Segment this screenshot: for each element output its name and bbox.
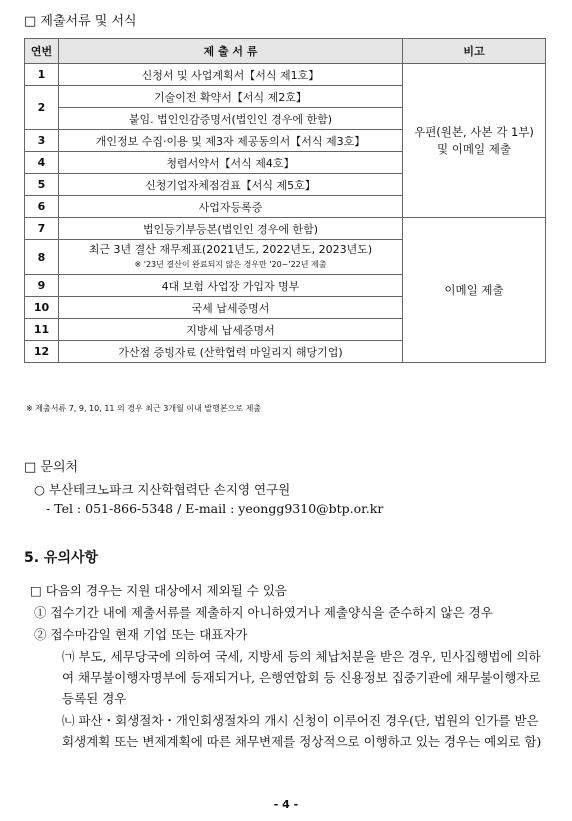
exclusion-item-1: ① 접수기간 내에 제출서류를 제출하지 아니하였거나 제출양식을 준수하지 않은 경우 — [34, 605, 493, 620]
row-number: 9 — [25, 275, 59, 297]
submission-heading: □ 제출서류 및 서식 — [24, 14, 137, 29]
row-number: 11 — [25, 319, 59, 341]
row-document: 신청서 및 사업계획서【서식 제1호】 — [59, 64, 403, 86]
section-title: 5. 유의사항 — [24, 550, 99, 566]
row-document: 국세 납세증명서 — [59, 297, 403, 319]
row-number: 2 — [25, 86, 59, 130]
row-number: 7 — [25, 218, 59, 240]
row-number: 10 — [25, 297, 59, 319]
row-document-subnote: ※ '23년 결산이 완료되지 않은 경우만 '20~'22년 제출 — [134, 260, 327, 269]
exclusion-item-2: ② 접수마감일 현재 기업 또는 대표자가 — [34, 627, 248, 642]
col-note-header: 비고 — [403, 39, 546, 64]
row-document: 기술이전 확약서【서식 제2호】 — [59, 86, 403, 108]
row-document: 신청기업자체점검표【서식 제5호】 — [59, 174, 403, 196]
note-line: 및 이메일 제출 — [437, 141, 511, 156]
page-number: - 4 - — [273, 798, 299, 811]
documents-table — [24, 38, 546, 363]
row-document — [59, 240, 403, 275]
row-number: 5 — [25, 174, 59, 196]
note-line: 우편(원본, 사본 각 1부) — [414, 124, 534, 139]
table-row — [25, 64, 546, 86]
row-number: 8 — [25, 240, 59, 275]
contact-heading: □ 문의처 — [24, 460, 79, 475]
note-mail-email — [403, 64, 546, 218]
table-footnote: ※ 제출서류 7, 9, 10, 11 의 경우 최근 3개월 이내 발행본으로 제출 — [26, 404, 262, 413]
note-email-only: 이메일 제출 — [403, 218, 546, 363]
row-document: 법인등기부등본(법인인 경우에 한함) — [59, 218, 403, 240]
row-document: 청렴서약서【서식 제4호】 — [59, 152, 403, 174]
row-number: 3 — [25, 130, 59, 152]
row-document: 4대 보험 사업장 가입자 명부 — [59, 275, 403, 297]
row-number: 12 — [25, 341, 59, 363]
row-document: 붙임. 법인인감증명서(법인인 경우에 한함) — [59, 108, 403, 130]
exclusion-subitem-b: ㈁ 파산・회생절차・개인회생절차의 개시 신청이 이루어진 경우(단, 법원의 인가를 받은 회생계획 또는 변제계획에 따른 채무변제를 정상적으로 이행하고 있는 경우는 예외로 함) — [62, 713, 542, 749]
row-number: 4 — [25, 152, 59, 174]
exclusion-subitem-a: ㈀ 부도, 세무당국에 의하여 국세, 지방세 등의 체납처분을 받은 경우, 민사집행법에 의하여 채무불이행자명부에 등재되거나, 은행연합회 등 신용정보 집중기관에 채무불이행자로 등록된 경우 — [62, 649, 541, 706]
row-number: 6 — [25, 196, 59, 218]
row-document: 가산점 증빙자료 (산학협력 마일리지 해당기업) — [59, 341, 403, 363]
row-number: 1 — [25, 64, 59, 86]
contact-person: ○ 부산테크노파크 지산학협력단 손지영 연구원 — [34, 482, 291, 497]
row-document: 지방세 납세증명서 — [59, 319, 403, 341]
table-row — [25, 218, 546, 240]
table-header-row — [25, 39, 546, 64]
row-document: 개인정보 수집·이용 및 제3자 제공동의서【서식 제3호】 — [59, 130, 403, 152]
row-document-main: 최근 3년 결산 재무제표(2021년도, 2022년도, 2023년도) — [88, 243, 373, 256]
col-no-header: 연번 — [25, 39, 59, 64]
row-document: 사업자등록증 — [59, 196, 403, 218]
section-intro: □ 다음의 경우는 지원 대상에서 제외될 수 있음 — [30, 583, 287, 598]
col-docs-header: 제 출 서 류 — [59, 39, 403, 64]
contact-phone-email: - Tel : 051-866-5348 / E-mail : yeongg9310@btp.or.kr — [46, 501, 384, 516]
